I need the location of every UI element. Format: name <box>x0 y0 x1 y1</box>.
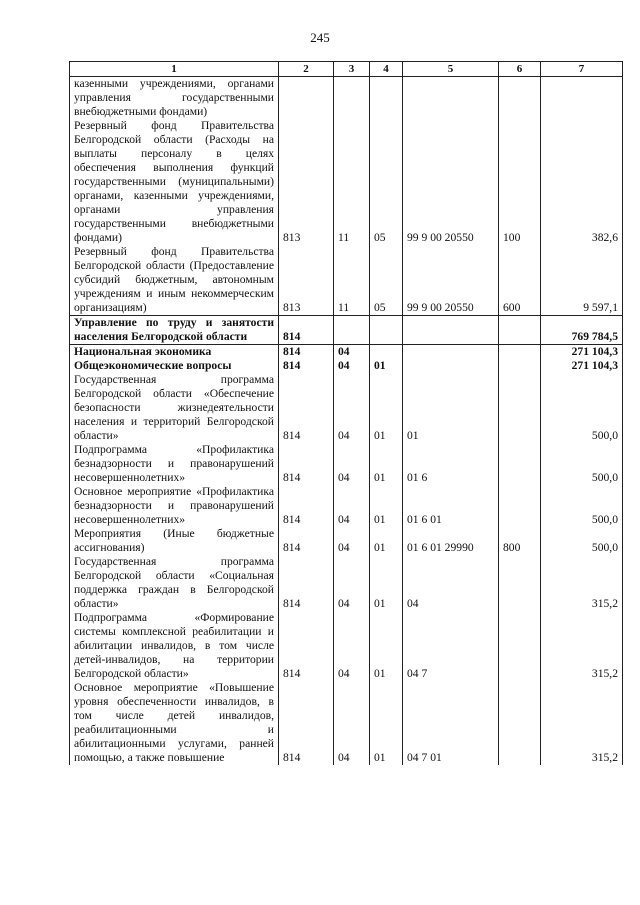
amount-cell: 9 597,1 <box>541 245 623 316</box>
expense-type-cell <box>499 485 541 527</box>
section-code-cell: 11 <box>334 245 370 316</box>
target-article-cell: 99 9 00 20550 <box>403 119 499 245</box>
column-header: 1 <box>70 62 279 77</box>
subsection-code-cell: 01 <box>370 611 403 681</box>
section-code-cell: 11 <box>334 119 370 245</box>
expense-type-cell <box>499 443 541 485</box>
section-code-cell: 04 <box>334 345 370 360</box>
row-name-cell: Подпрограмма «Профилактика безнадзорности и правонарушений несовершеннолетних» <box>70 443 279 485</box>
ved-code-cell: 814 <box>279 443 334 485</box>
section-code-cell: 04 <box>334 527 370 555</box>
target-article-cell: 01 <box>403 373 499 443</box>
ved-code-cell: 814 <box>279 485 334 527</box>
subsection-code-cell: 01 <box>370 485 403 527</box>
amount-cell: 500,0 <box>541 443 623 485</box>
budget-table <box>69 61 623 765</box>
expense-type-cell <box>499 77 541 120</box>
subsection-code-cell: 01 <box>370 443 403 485</box>
expense-type-cell <box>499 373 541 443</box>
target-article-cell <box>403 359 499 373</box>
row-name-cell: Государственная программа Белгородской области «Социальная поддержка граждан в Белгородской области» <box>70 555 279 611</box>
column-header: 5 <box>403 62 499 77</box>
ved-code-cell: 814 <box>279 681 334 765</box>
amount-cell: 769 784,5 <box>541 316 623 345</box>
row-name-cell: Общеэкономические вопросы <box>70 359 279 373</box>
page-number: 245 <box>310 30 330 45</box>
expense-type-cell <box>499 681 541 765</box>
row-name-cell: казенными учреждениями, органами управления государственными внебюджетными фондами) <box>70 77 279 120</box>
subsection-code-cell <box>370 77 403 120</box>
expense-type-cell: 100 <box>499 119 541 245</box>
row-name-cell: Управление по труду и занятости населения Белгородской области <box>70 316 279 345</box>
table-row <box>70 611 623 681</box>
ved-code-cell: 814 <box>279 359 334 373</box>
amount-cell: 315,2 <box>541 681 623 765</box>
row-name-cell: Резервный фонд Правительства Белгородской области (Расходы на выплаты персоналу в целях обеспечения выполнения функций государственными (муниципальными) органами, казенными учреждениями, органами управления государственными внебюджетными фондами) <box>70 119 279 245</box>
ved-code-cell: 814 <box>279 527 334 555</box>
amount-cell: 382,6 <box>541 119 623 245</box>
amount-cell: 315,2 <box>541 611 623 681</box>
subsection-code-cell: 01 <box>370 681 403 765</box>
column-header: 4 <box>370 62 403 77</box>
section-code-cell: 04 <box>334 681 370 765</box>
table-row <box>70 359 623 373</box>
subsection-code-cell <box>370 316 403 345</box>
target-article-cell: 01 6 01 <box>403 485 499 527</box>
subsection-code-cell: 01 <box>370 555 403 611</box>
column-header: 3 <box>334 62 370 77</box>
expense-type-cell: 600 <box>499 245 541 316</box>
amount-cell: 500,0 <box>541 527 623 555</box>
target-article-cell: 04 7 <box>403 611 499 681</box>
target-article-cell: 04 <box>403 555 499 611</box>
section-code-cell: 04 <box>334 373 370 443</box>
section-code-cell <box>334 316 370 345</box>
table-row <box>70 485 623 527</box>
expense-type-cell <box>499 345 541 360</box>
amount-cell <box>541 77 623 120</box>
ved-code-cell: 814 <box>279 316 334 345</box>
amount-cell: 500,0 <box>541 485 623 527</box>
expense-type-cell <box>499 611 541 681</box>
section-code-cell: 04 <box>334 359 370 373</box>
section-code-cell: 04 <box>334 611 370 681</box>
section-code-cell: 04 <box>334 443 370 485</box>
table-row <box>70 443 623 485</box>
subsection-code-cell: 01 <box>370 373 403 443</box>
expense-type-cell <box>499 359 541 373</box>
table-row <box>70 119 623 245</box>
row-name-cell: Резервный фонд Правительства Белгородской области (Предоставление субсидий бюджетным, автономным учреждениям и иным некоммерческим организациям) <box>70 245 279 316</box>
table-row <box>70 681 623 765</box>
table-header-row <box>70 62 623 77</box>
subsection-code-cell: 05 <box>370 245 403 316</box>
section-code-cell <box>334 77 370 120</box>
target-article-cell <box>403 77 499 120</box>
subsection-code-cell <box>370 345 403 360</box>
target-article-cell: 04 7 01 <box>403 681 499 765</box>
ved-code-cell: 814 <box>279 555 334 611</box>
target-article-cell <box>403 345 499 360</box>
row-name-cell: Мероприятия (Иные бюджетные ассигнования) <box>70 527 279 555</box>
target-article-cell: 99 9 00 20550 <box>403 245 499 316</box>
table-row <box>70 373 623 443</box>
amount-cell: 315,2 <box>541 555 623 611</box>
target-article-cell <box>403 316 499 345</box>
column-header: 6 <box>499 62 541 77</box>
table-row <box>70 345 623 360</box>
expense-type-cell <box>499 316 541 345</box>
amount-cell: 500,0 <box>541 373 623 443</box>
ved-code-cell: 813 <box>279 119 334 245</box>
ved-code-cell: 814 <box>279 611 334 681</box>
row-name-cell: Государственная программа Белгородской области «Обеспечение безопасности жизнедеятельности населения и территорий Белгородской области» <box>70 373 279 443</box>
table-row <box>70 555 623 611</box>
target-article-cell: 01 6 01 29990 <box>403 527 499 555</box>
row-name-cell: Национальная экономика <box>70 345 279 360</box>
ved-code-cell <box>279 77 334 120</box>
ved-code-cell: 813 <box>279 245 334 316</box>
table-row <box>70 316 623 345</box>
subsection-code-cell: 01 <box>370 527 403 555</box>
target-article-cell: 01 6 <box>403 443 499 485</box>
table-row <box>70 77 623 120</box>
row-name-cell: Основное мероприятие «Профилактика безнадзорности и правонарушений несовершеннолетних» <box>70 485 279 527</box>
column-header: 7 <box>541 62 623 77</box>
amount-cell: 271 104,3 <box>541 345 623 360</box>
subsection-code-cell: 01 <box>370 359 403 373</box>
column-header: 2 <box>279 62 334 77</box>
ved-code-cell: 814 <box>279 345 334 360</box>
expense-type-cell: 800 <box>499 527 541 555</box>
row-name-cell: Подпрограмма «Формирование системы комплексной реабилитации и абилитации инвалидов, в том числе детей-инвалидов, на территории Белгородской области» <box>70 611 279 681</box>
table-row <box>70 245 623 316</box>
ved-code-cell: 814 <box>279 373 334 443</box>
section-code-cell: 04 <box>334 485 370 527</box>
subsection-code-cell: 05 <box>370 119 403 245</box>
section-code-cell: 04 <box>334 555 370 611</box>
amount-cell: 271 104,3 <box>541 359 623 373</box>
table-row <box>70 527 623 555</box>
row-name-cell: Основное мероприятие «Повышение уровня обеспеченности инвалидов, в том числе детей инвалидов, реабилитационными и абилитационными услугами, ранней помощью, а также повышение <box>70 681 279 765</box>
expense-type-cell <box>499 555 541 611</box>
